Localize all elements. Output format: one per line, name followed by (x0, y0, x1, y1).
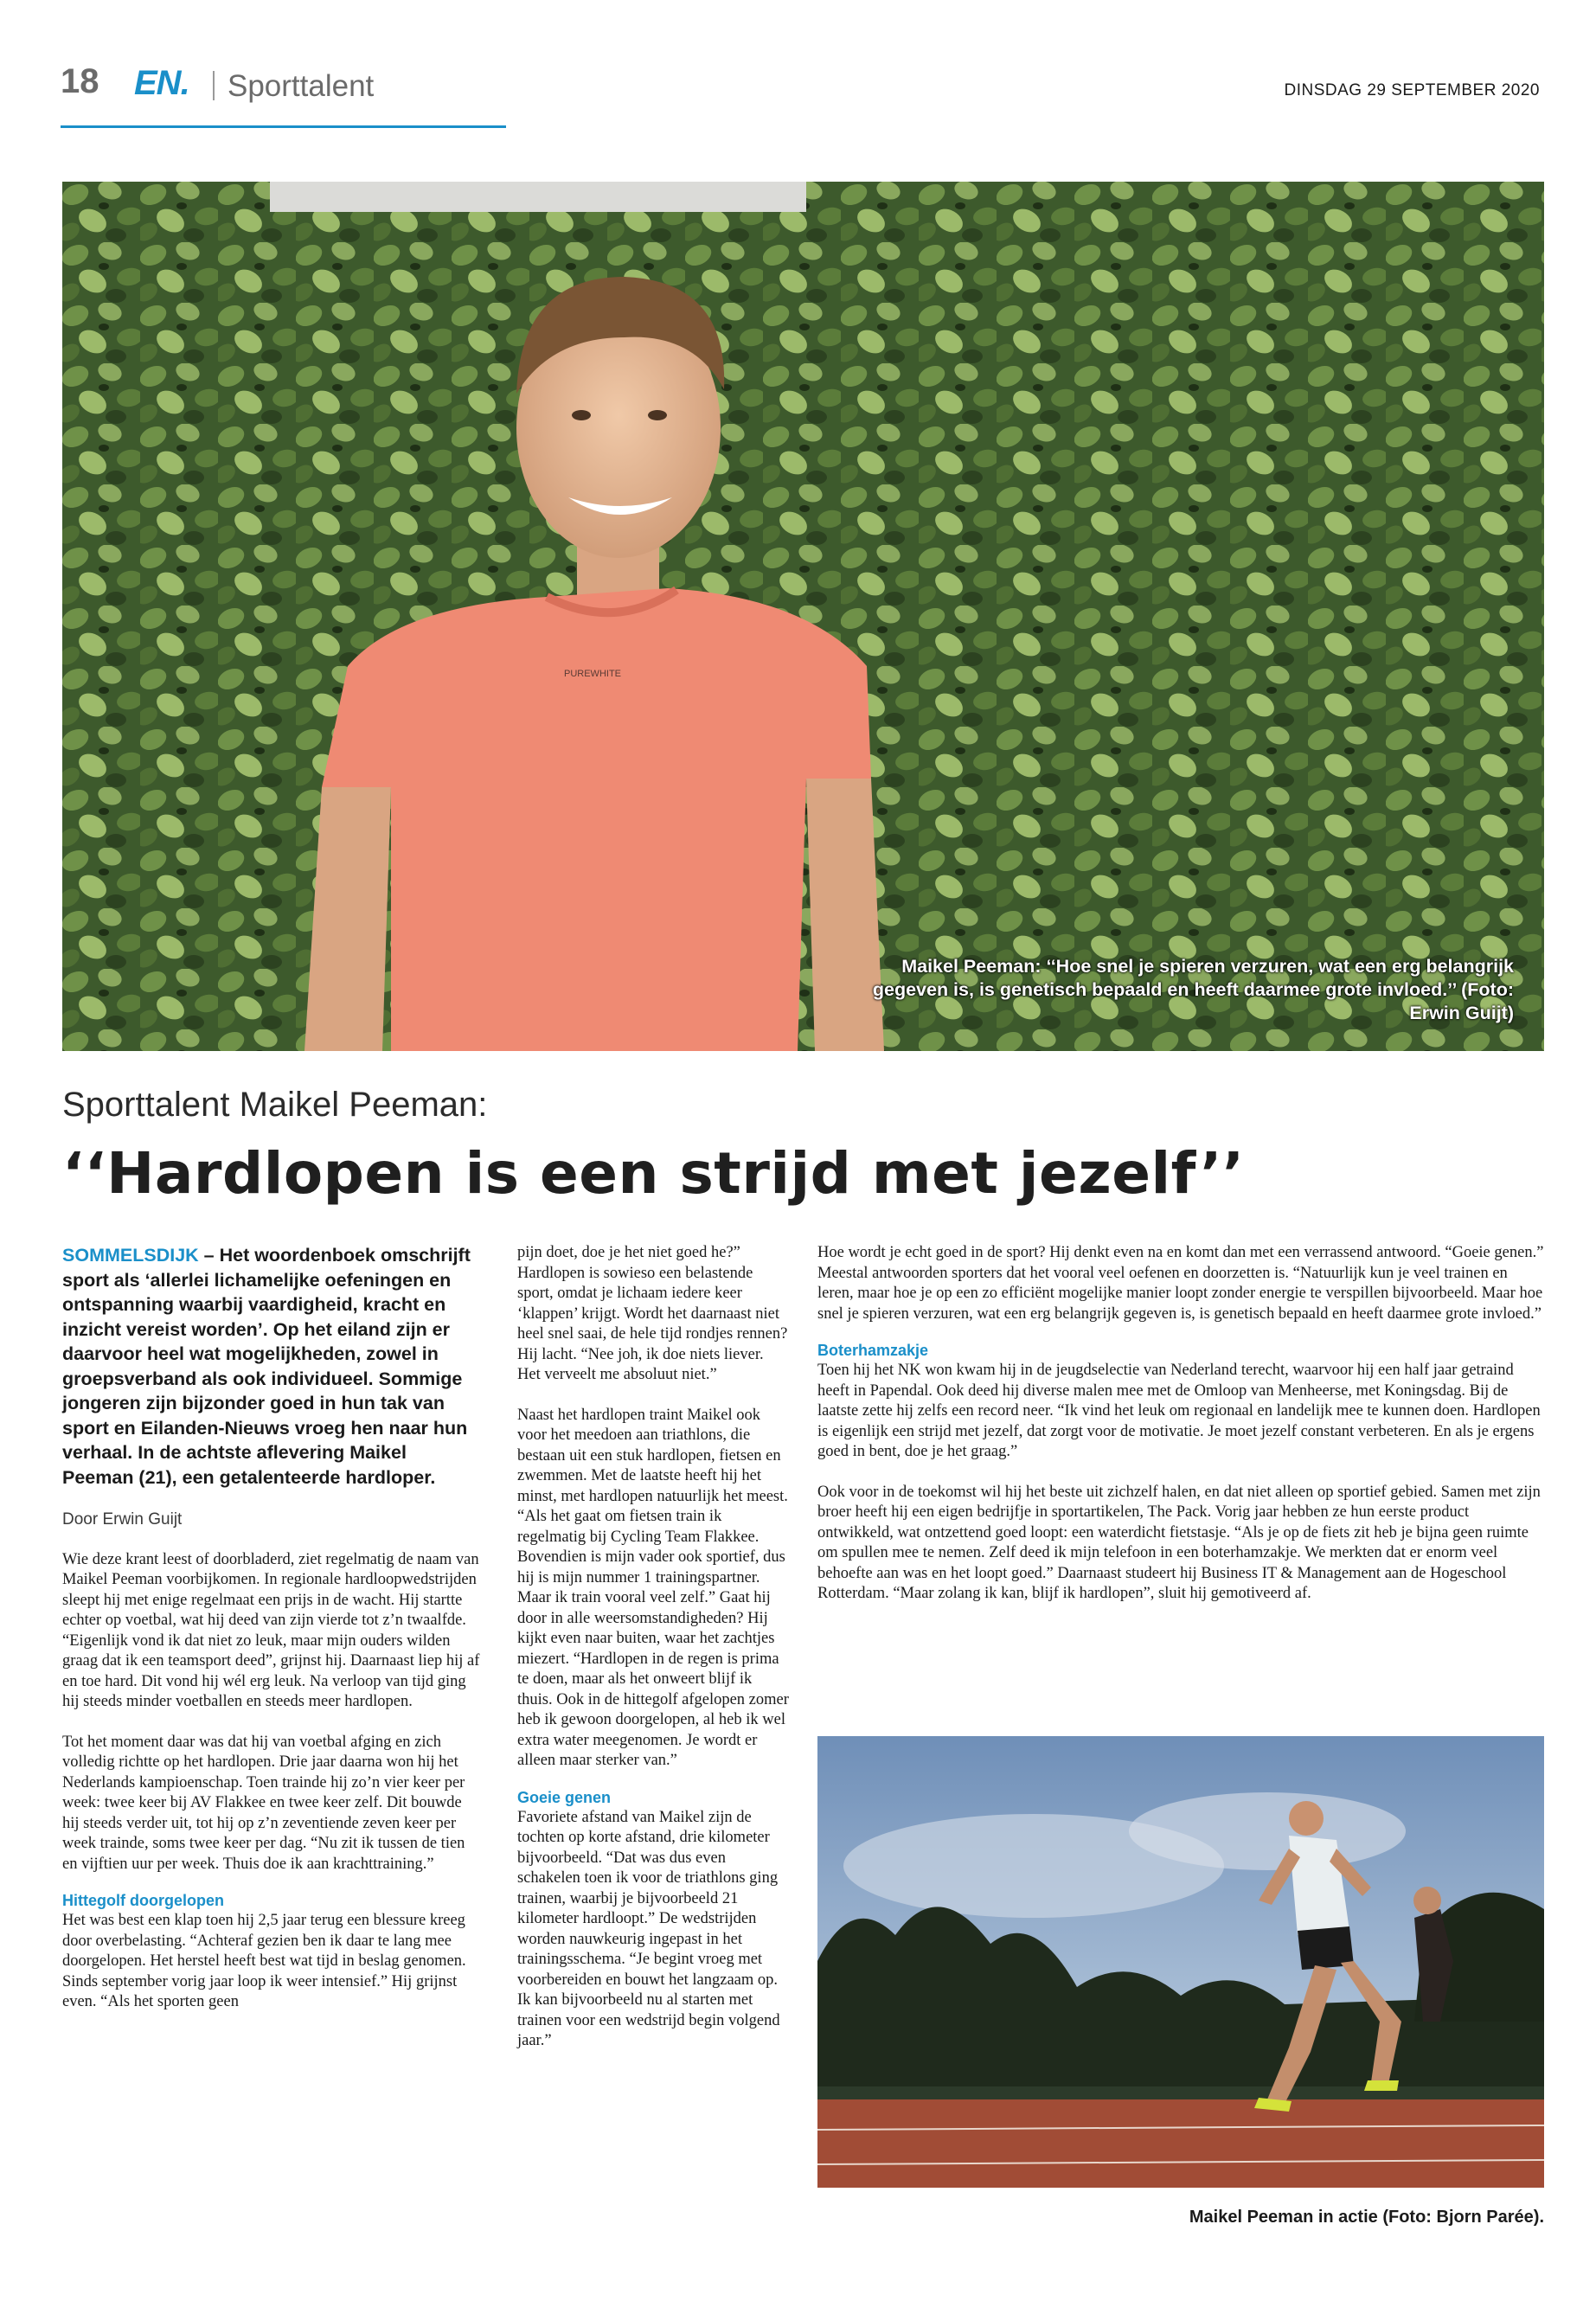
header-separator (213, 71, 215, 100)
dateline: SOMMELSDIJK (62, 1245, 199, 1266)
action-photo-illustration (817, 1736, 1544, 2188)
paragraph: Ook voor in de toekomst wil hij het beste uit zichzelf halen, en dat niet alleen op sportief gebied. Samen met zijn broer heeft hij een eigen bedrijfje in sportartikelen, The Pack. Vorig jaar hebben ze hun eerste product ontwikkeld, wat ontzettend goed loopt: een waterdicht fietstasje. “Als je op de fiets zit heb je bijna geen ruimte om spullen mee te nemen. Zelf deed ik mijn telefoon in een boterhamzakje. We merkten dat er enorm veel behoefte aan was en het loopt goed.” Daarnaast studeert hij Business IT & Management aan de Hogeschool Rotterdam. “Maar zolang ik kan, blijf ik hardlopen”, sluit hij gemotiveerd af. (817, 1483, 1541, 1602)
action-photo (817, 1736, 1544, 2188)
subheading: Goeie genen (517, 1788, 612, 1806)
paragraph: Naast het hardlopen traint Maikel ook voor het meedoen aan triathlons, die bestaan uit een stuk hardlopen, fietsen en zwemmen. Met de laatste heeft hij het minst, met hardlopen natuurlijk het meest. “Als het gaat om fietsen train ik regelmatig bij Cycling Team Flakkee. Bovendien is mijn vader ook sportief, dus hij is mijn nummer 1 trainingspartner. Maar ik train vooral veel zelf.” Gaat hij door in alle weersomstandigheden? Hij kijkt even naar buiten, waar het zachtjes miezert. “Hardlopen in de regen is prima te doen, maar als het onweert blijf ik thuis. Ook in de hittegolf afgelopen zomer heb ik gewoon doorgelopen, al heb ik wel extra water meegenomen. Je wordt er alleen maar sterker van.” (517, 1406, 789, 1769)
issue-date: DINSDAG 29 SEPTEMBER 2020 (1284, 81, 1540, 99)
page-header (61, 62, 1540, 114)
header-rule (61, 125, 506, 128)
shirt-print: PUREWHITE (564, 669, 621, 679)
article-column-3 (817, 1243, 1544, 1605)
article-headline: ‘‘Hardlopen is een strijd met jezelf’’ (62, 1140, 1245, 1207)
byline: Door Erwin Guijt (62, 1510, 183, 1529)
paragraph: Hoe wordt je echt goed in de sport? Hij denkt even na en komt dan met een verrassend antwoord. “Goeie genen.” Meestal antwoorden sporters dat het vooral veel oefenen en doorzetten is. “Natuurlijk kun je veel trainen en leren, maar hoe je op een zo efficiënt mogelijke manier loopt zonder energie te verspillen bijvoorbeeld. Maar hoe snel je spieren verzuren, wat een erg belangrijk gegeven is, is genetisch bepaald en heeft daarmee grote invloed.” (817, 1244, 1544, 1323)
article-column-2 (517, 1243, 790, 2052)
subheading: Boterhamzakje (817, 1342, 929, 1359)
paragraph: Toen hij het NK won kwam hij in de jeugdselectie van Nederland terecht, waarvoor hij een half jaar getraind heeft in Papendal. Ook deed hij diverse malen mee met de Omloop van Menheerse, met Koningsdag. Bij de laatste zette hij zelfs een record neer. “Ik vind het leuk om regionaal en landelijk mee te kunnen doen. Hardlopen is eigenlijk een strijd met jezelf, dat zorgt voor de motivatie. Je moet jezelf constant verbeteren. En als je ergens goed in bent, doe je het graag.” (817, 1362, 1541, 1460)
paragraph: Tot het moment daar was dat hij van voetbal afging en zich volledig richtte op het hardlopen. Drie jaar daarna won hij het Nederlands kampioenschap. Toen trainde hij zo’n vier keer per week: twee keer bij AV Flakkee en twee keer zelf. Dit bouwde hij steeds verder uit, tot hij op z’n zeventiende zeven keer per week trainde, soms twee keer per dag. “Nu zit ik tussen de tien en vijftien uur per week. Thuis doe ik aan krachttraining.” (62, 1733, 465, 1873)
paragraph: Het was best een klap toen hij 2,5 jaar terug een blessure kreeg door overbelasting. “Achteraf gezien ben ik daar te lang mee doorgelopen. Het herstel heeft best wat tijd in beslag genomen. Sinds september vorig jaar loop ik weer intensief.” Hij grijnst even. “Als het sporten geen (62, 1912, 466, 2010)
subheading: Hittegolf doorgelopen (62, 1892, 224, 1909)
action-photo-caption: Maikel Peeman in actie (Foto: Bjorn Parée). (1189, 2208, 1544, 2227)
article-intro (62, 1243, 480, 1490)
paragraph: Favoriete afstand van Maikel zijn de tochten op korte afstand, drie kilometer bijvoorbeeld. “Dat was dus even schakelen toen ik voor de triathlons ging trainen, waarbij je bijvoorbeeld 21 kilometer hardloopt.” De wedstrijden worden nauwkeurig ingepast in het trainingsschema. “Je begint vroeg met voorbereiden en bouwt het langzaam op. Ik kan bijvoorbeeld nu al starten met trainen voor een wedstrijd begin volgend jaar.” (517, 1808, 780, 2049)
page-number: 18 (61, 62, 99, 100)
intro-text: – Het woordenboek omschrijft sport als ‘allerlei lichamelijke oefeningen en ontspanning waarbij vaardigheid, kracht en inzicht vereist worden’. Op het eiland zijn er daarvoor heel wat mogelijkheden, zowel in groepsverband als ook individueel. Sommige jongeren zijn bijzonder goed in hun tak van sport en Eilanden-Nieuws vroeg hen naar hun verhaal. In de achtste aflevering Maikel Peeman (21), een getalenteerde hardloper. (62, 1245, 471, 1488)
hero-caption: Maikel Peeman: ‘‘Hoe snel je spieren verzuren, wat een erg belangrijk gegeven is, is genetisch bepaald en heeft daarmee grote invloed.’’ (Foto: Erwin Guijt) (872, 956, 1514, 1023)
hero-photo-illustration (62, 182, 1544, 1051)
paragraph: Wie deze krant leest of doorbladerd, ziet regelmatig de naam van Maikel Peeman voorbijkomen. In regionale hardloopwedstrijden sleept hij met enige regelmaat een prijs in de wacht. Hij startte echter op voetbal, wat hij deed van zijn vierde tot z’n twaalfde. “Eigenlijk vond ik dat niet zo leuk, maar mijn ouders wilden graag dat ik een teamsport deed”, grijnst hij. Daarnaast liep hij af en toe hard. Dit vond hij wél erg leuk. Na verloop van tijd ging hij steeds minder voetballen en steeds meer hardlopen. (62, 1550, 480, 1710)
hero-photo (62, 182, 1544, 1051)
newspaper-logo: EN. (134, 64, 189, 102)
article-kicker: Sporttalent Maikel Peeman: (62, 1086, 488, 1124)
paragraph: pijn doet, doe je het niet goed he?” Hardlopen is sowieso een belastende sport, omdat je lichaam iedere keer ‘klappen’ krijgt. Wordt het daarnaast niet heel snel saai, de hele tijd rondjes rennen? Hij lacht. “Nee joh, ik doe niets liever. Het verveelt me absoluut niet.” (517, 1244, 788, 1383)
section-name: Sporttalent (228, 69, 375, 103)
article-column-1 (62, 1243, 480, 2013)
